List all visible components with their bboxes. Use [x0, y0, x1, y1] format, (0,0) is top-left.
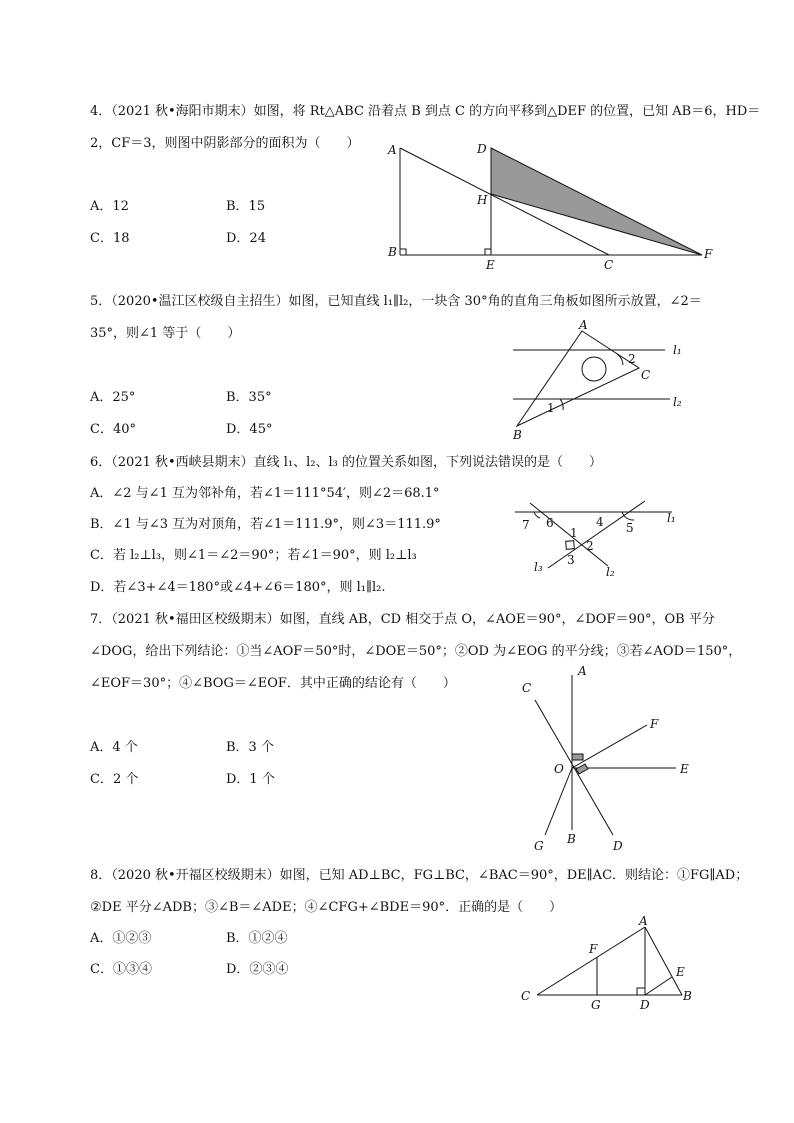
q6-label-1: 1: [570, 526, 578, 540]
q5-stem-line-2: 35°，则∠1 等于（ ）: [90, 326, 241, 341]
q5-label-2: 2: [628, 352, 636, 366]
q6-option-b[interactable]: B．∠1 与∠3 互为对顶角，若∠1＝111.9°，则∠3＝111.9°: [90, 517, 441, 532]
q6-label-l2: l₂: [606, 565, 615, 579]
q7-label-g: G: [534, 839, 544, 853]
q4-label-c: C: [604, 258, 614, 272]
q6-label-2: 2: [586, 539, 594, 553]
q4-figure: [380, 138, 720, 272]
q8-stem-line-2: ②DE 平分∠ADB；③∠B＝∠ADE；④∠CFG+∠BDE＝90°．正确的是（ ）: [90, 900, 563, 915]
q7-figure: [510, 660, 710, 860]
q5-label-l2: l₂: [673, 395, 682, 409]
q5-stem-line-1: 5．（2020•温江区校级自主招生）如图，已知直线 l₁∥l₂，一块含 30°角的直角三角板如图所示放置，∠2＝: [90, 294, 702, 309]
q6-stem-line-1: 6．（2021 秋•西峡县期末）直线 l₁、l₂、l₃ 的位置关系如图，下列说法错误的是（ ）: [90, 455, 603, 470]
q8-stem-line-1: 8．（2020 秋•开福区校级期末）如图，已知 AD⊥BC，FG⊥BC，∠BAC＝90°，DE∥AC．则结论：①FG∥AD；: [90, 868, 749, 883]
q7-label-c: C: [522, 681, 532, 695]
q8-label-f: F: [589, 942, 598, 956]
q7-option-c[interactable]: C．2 个: [90, 772, 139, 787]
q6-figure: [510, 498, 690, 578]
q4-stem-line-1: 4．（2021 秋•海阳市期末）如图，将 Rt△ABC 沿着点 B 到点 C 的方向平移到△DEF 的位置，已知 AB＝6，HD＝: [90, 104, 761, 119]
q4-label-b: B: [388, 245, 397, 259]
q7-option-d[interactable]: D．1 个: [226, 772, 275, 787]
q7-label-d: D: [613, 839, 623, 853]
q6-label-l3: l₃: [534, 560, 543, 574]
q5-label-1: 1: [547, 401, 555, 415]
q6-option-a[interactable]: A．∠2 与∠1 互为邻补角，若∠1＝111°54′，则∠2＝68.1°: [90, 486, 440, 501]
q7-label-a: A: [578, 664, 587, 678]
q6-label-4: 4: [596, 515, 604, 529]
q7-stem-line-2: ∠DOG，给出下列结论：①当∠AOF＝50°时，∠DOE＝50°；②OD 为∠EOG 的平分线；③若∠AOD＝150°，: [90, 644, 742, 659]
q5-label-l1: l₁: [673, 343, 682, 357]
q4-option-d[interactable]: D．24: [226, 231, 266, 246]
q4-shaded-region: [491, 148, 702, 255]
q6-label-5: 5: [626, 521, 634, 535]
q8-label-e: E: [676, 965, 685, 979]
q4-label-f: F: [704, 247, 713, 261]
q5-option-b[interactable]: B．35°: [226, 390, 272, 405]
q7-label-b: B: [567, 832, 576, 846]
q6-label-3: 3: [567, 553, 575, 567]
q8-label-c: C: [521, 989, 531, 1003]
q8-label-b: B: [683, 989, 692, 1003]
q8-label-d: D: [640, 998, 650, 1012]
q4-option-a[interactable]: A．12: [90, 199, 129, 214]
q8-figure: [515, 912, 705, 1017]
q5-option-c[interactable]: C．40°: [90, 422, 136, 437]
q8-label-a: A: [639, 914, 648, 928]
q7-stem-line-1: 7．（2021 秋•福田区校级期末）如图，直线 AB，CD 相交于点 O，∠AOE＝90°，∠DOF＝90°，OB 平分: [90, 612, 715, 627]
q5-option-d[interactable]: D．45°: [226, 422, 273, 437]
q5-option-a[interactable]: A．25°: [90, 390, 136, 405]
q6-label-l1: l₁: [667, 511, 676, 525]
q8-option-c[interactable]: C．①③④: [90, 962, 152, 977]
q5-label-c: C: [641, 368, 651, 382]
q8-option-b[interactable]: B．①②④: [226, 931, 288, 946]
q4-option-b[interactable]: B．15: [226, 199, 266, 214]
q7-label-e: E: [680, 762, 689, 776]
q4-option-c[interactable]: C．18: [90, 231, 130, 246]
q4-label-e: E: [486, 258, 495, 272]
q4-label-a: A: [388, 143, 397, 157]
q4-label-h: H: [477, 193, 488, 207]
q7-label-f: F: [650, 717, 659, 731]
q7-label-o: O: [554, 762, 564, 776]
q7-option-b[interactable]: B．3 个: [226, 740, 274, 755]
q6-option-d[interactable]: D．若∠3+∠4＝180°或∠4+∠6＝180°，则 l₁∥l₂.: [90, 580, 386, 595]
q7-stem-line-3: ∠EOF＝30°；④∠BOG＝∠EOF．其中正确的结论有（ ）: [90, 676, 456, 691]
q6-option-c[interactable]: C．若 l₂⊥l₃，则∠1＝∠2＝90°；若∠1＝90°，则 l₂⊥l₃: [90, 548, 417, 563]
q5-label-a: A: [579, 318, 588, 332]
q5-label-b: B: [513, 428, 522, 442]
q6-label-7: 7: [522, 518, 530, 532]
q7-option-a[interactable]: A．4 个: [90, 740, 138, 755]
q8-option-a[interactable]: A．①②③: [90, 931, 152, 946]
q4-stem-line-2: 2，CF＝3，则图中阴影部分的面积为（ ）: [90, 136, 360, 151]
q6-label-6: 6: [546, 516, 554, 530]
q8-label-g: G: [591, 998, 601, 1012]
q4-label-d: D: [477, 142, 487, 156]
q5-figure: [505, 318, 695, 446]
q8-option-d[interactable]: D．②③④: [226, 962, 289, 977]
